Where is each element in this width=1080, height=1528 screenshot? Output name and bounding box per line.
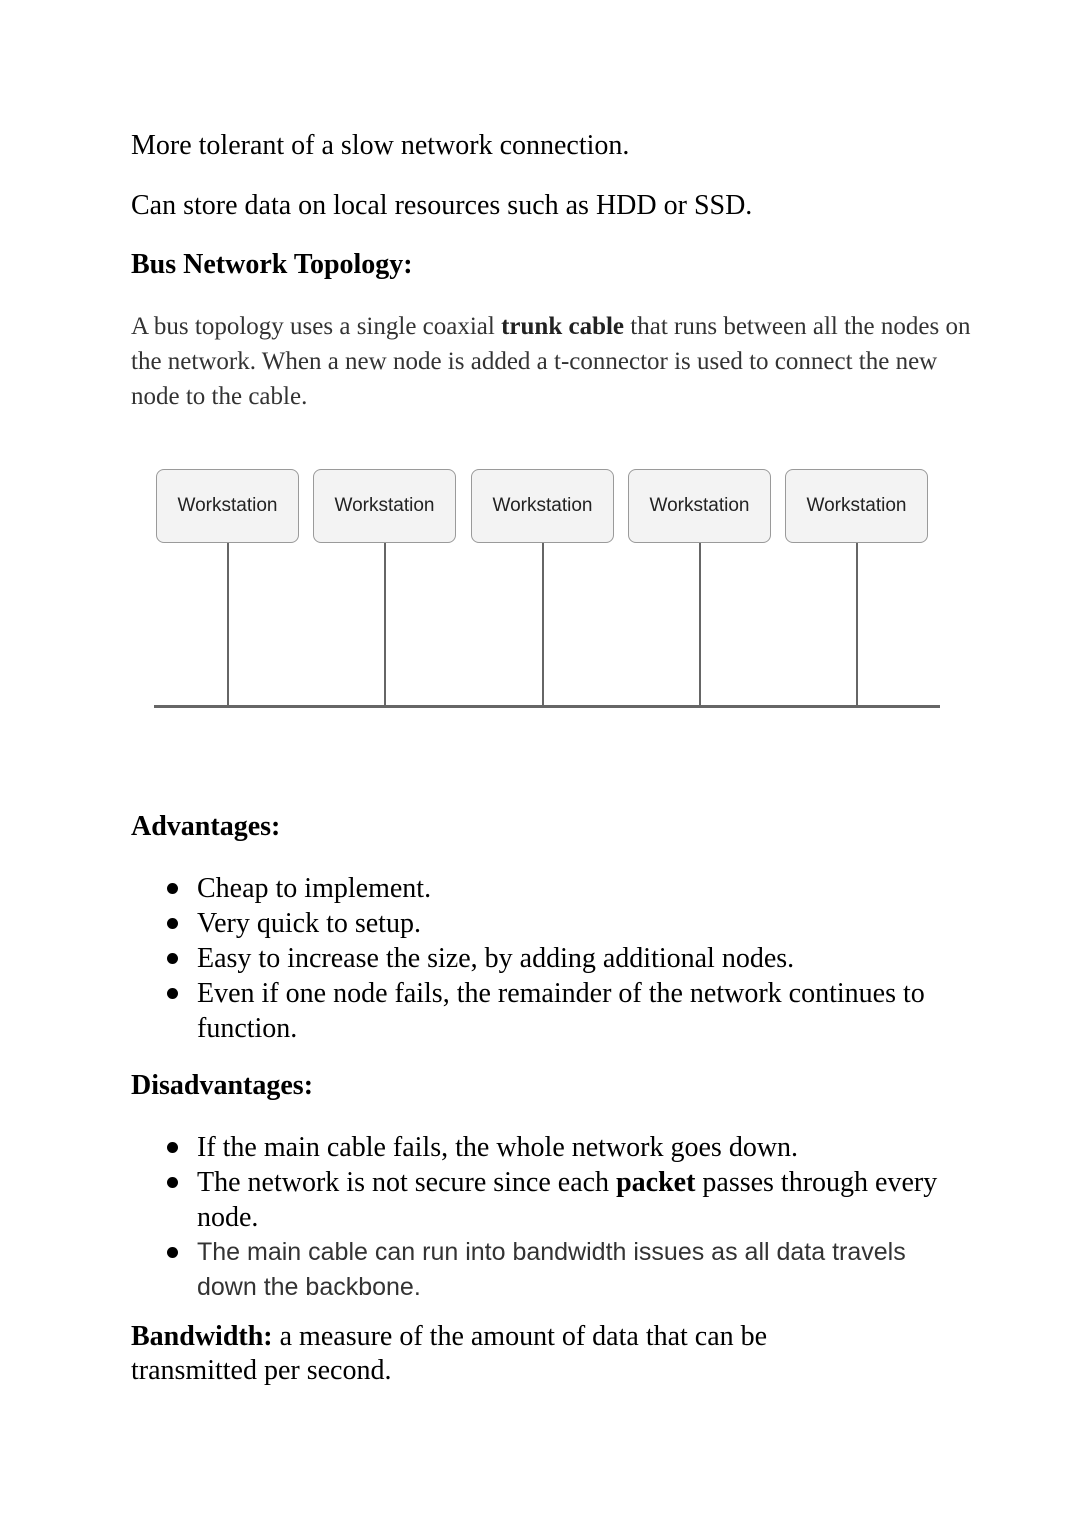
drop-cable: [384, 543, 386, 707]
list-item: Cheap to implement.: [160, 871, 950, 906]
workstation-node: Workstation: [628, 469, 771, 543]
workstation-node: Workstation: [156, 469, 299, 543]
list-item: The network is not secure since each packet passes through every node.: [160, 1165, 960, 1235]
disadvantages-list: [160, 1130, 960, 1305]
list-item: Even if one node fails, the remainder of the network continues to function.: [160, 976, 950, 1046]
list-item: If the main cable fails, the whole network goes down.: [160, 1130, 960, 1165]
bus-description: A bus topology uses a single coaxial trunk cable that runs between all the nodes on the network. When a new node is added a t-connector is used to connect the new node to the cable.: [131, 313, 971, 410]
list-item: Very quick to setup.: [160, 906, 950, 941]
trunk-cable-term: trunk cable: [501, 313, 625, 340]
drop-cable: [542, 543, 544, 707]
list-item: The main cable can run into bandwidth issues as all data travels down the backbone.: [160, 1235, 960, 1305]
workstation-node: Workstation: [785, 469, 928, 543]
trunk-cable-line: [154, 705, 940, 708]
disadvantages-heading: Disadvantages:: [131, 1070, 314, 1101]
workstation-node: Workstation: [313, 469, 456, 543]
packet-term: packet: [616, 1167, 696, 1198]
list-item: Easy to increase the size, by adding additional nodes.: [160, 941, 950, 976]
intro-line-1: More tolerant of a slow network connection.: [131, 130, 630, 161]
intro-line-2: Can store data on local resources such as HDD or SSD.: [131, 190, 753, 221]
drop-cable: [699, 543, 701, 707]
drop-cable: [856, 543, 858, 707]
bandwidth-term: Bandwidth:: [131, 1321, 273, 1352]
drop-cable: [227, 543, 229, 707]
workstation-node: Workstation: [471, 469, 614, 543]
bandwidth-definition: Bandwidth: a measure of the amount of data that can be transmitted per second.: [131, 1321, 768, 1386]
advantages-list: [160, 871, 950, 1046]
bus-heading: Bus Network Topology:: [131, 249, 413, 280]
advantages-heading: Advantages:: [131, 811, 281, 842]
